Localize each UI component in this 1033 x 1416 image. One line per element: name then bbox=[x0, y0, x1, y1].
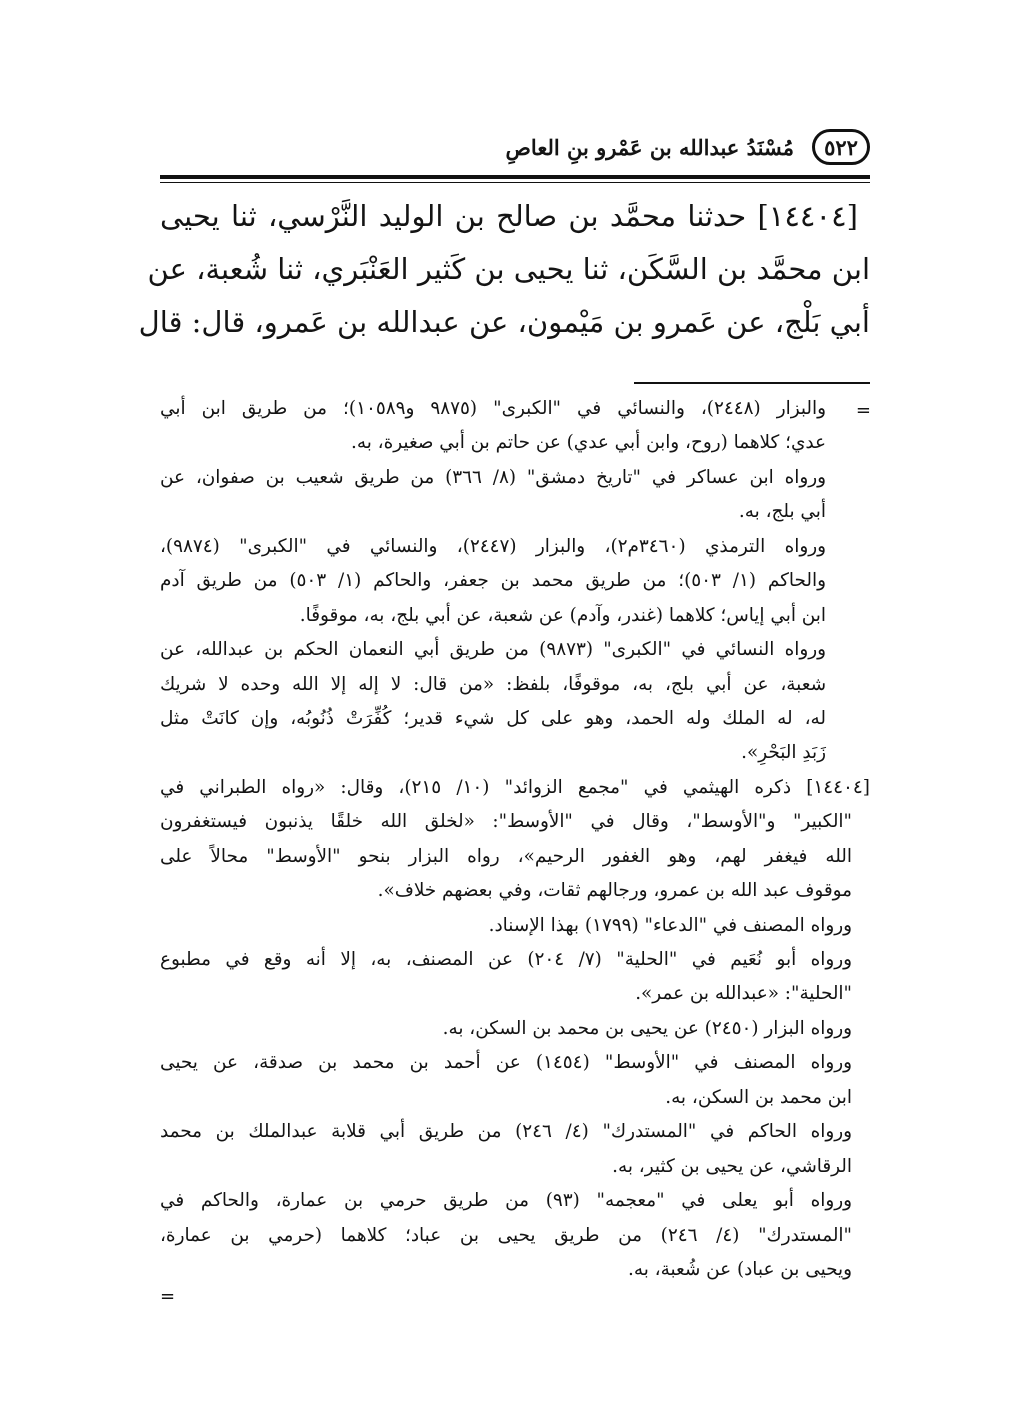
footnote-line: زَبَدِ البَحْرِ». bbox=[741, 742, 826, 764]
running-title: مُسْنَدُ عبدالله بن عَمْرو بنِ العاصِ bbox=[505, 134, 794, 160]
footnote-line: موقوف عبد الله بن عمرو، ورجالهم ثقات، وفي بعضهم خلاف». bbox=[377, 880, 852, 902]
footnote-line: [١٤٤٠٤] ذكره الهيثمي في "مجمع الزوائد" (١٠/ ٢١٥)، وقال: «رواه الطبراني في bbox=[160, 776, 870, 798]
header-rule-thin bbox=[160, 182, 870, 183]
footnote-line: ورواه المصنف في "الدعاء" (١٧٩٩) بهذا الإسناد. bbox=[488, 914, 852, 936]
footnote-line: ورواه المصنف في "الأوسط" (١٤٥٤) عن أحمد بن محمد بن صدقة، عن يحيى bbox=[160, 1052, 852, 1074]
footnote-line: "الكبير" و"الأوسط"، وقال في "الأوسط": «لخلق الله خلقًا يذنبون فيستغفرون bbox=[160, 811, 852, 833]
footnote-line: ورواه البزار (٢٤٥٠) عن يحيى بن محمد بن السكن، به. bbox=[442, 1017, 852, 1039]
main-text bbox=[138, 190, 870, 349]
header-rule-thick bbox=[160, 175, 870, 179]
footnote-line: عدي؛ كلاهما (روح، وابن أبي عدي) عن حاتم بن أبي صغيرة، به. bbox=[351, 432, 826, 454]
footnote-line: ورواه أبو يعلى في "معجمه" (٩٣) من طريق حرمي بن عمارة، والحاكم في bbox=[160, 1190, 852, 1212]
footnotes bbox=[160, 392, 870, 1287]
footnote-line: ورواه الحاكم في "المستدرك" (٤/ ٢٤٦) من طريق أبي قلابة عبدالملك بن محمد bbox=[160, 1121, 852, 1143]
footnote-line: ابن محمد بن السكن، به. bbox=[665, 1086, 852, 1108]
footnote-line: له، له الملك وله الحمد، وهو على كل شيء قدير؛ كُفِّرَتْ ذُنُوبُه، وإن كانَتْ مثل bbox=[160, 707, 826, 729]
footnote-line: "المستدرك" (٤/ ٢٤٦) من طريق يحيى بن عباد؛ كلاهما (حرمي بن عمارة، bbox=[160, 1224, 852, 1246]
end-marker: = bbox=[160, 1286, 176, 1307]
main-line: [١٤٤٠٤] حدثنا محمَّد بن صالح بن الوليد النَّرْسي، ثنا يحيى bbox=[160, 199, 858, 233]
footnote-line: ورواه أبو نُعَيم في "الحلية" (٧/ ٢٠٤) عن المصنف، به، إلا أنه وقع في مطبوع bbox=[160, 949, 852, 970]
footnote-line: ويحيى بن عباد) عن شُعبة، به. bbox=[627, 1258, 852, 1280]
footnote-line: "الحلية": «عبدالله بن عمر». bbox=[635, 983, 852, 1005]
footnote-line: والحاكم (١/ ٥٠٣)؛ من طريق محمد بن جعفر، والحاكم (١/ ٥٠٣) من طريق آدم bbox=[160, 570, 826, 592]
main-line: ابن محمَّد بن السَّكَن، ثنا يحيى بن كَثير العَنْبَري، ثنا شُعبة، عن bbox=[147, 252, 870, 286]
continuation-marker: = bbox=[855, 400, 871, 421]
footnote-separator bbox=[634, 382, 870, 384]
footnote-line: ورواه النسائي في "الكبرى" (٩٨٧٣) من طريق أبي النعمان الحكم بن عبدالله، عن bbox=[160, 639, 826, 661]
footnote-line: شعبة، عن أبي بلج، به، موقوفًا، بلفظ: «من قال: لا إله إلا الله وحده لا شريك bbox=[160, 673, 826, 695]
page-number-badge: ٥٢٢ bbox=[812, 129, 870, 165]
footnote-line: ورواه الترمذي (٣٤٦٠م٢)، والبزار (٢٤٤٧)، والنسائي في "الكبرى" (٩٨٧٤)، bbox=[160, 535, 826, 557]
footnote-line: الله فيغفر لهم، وهو الغفور الرحيم»، رواه البزار بنحو "الأوسط" محالاً على bbox=[160, 845, 852, 867]
main-line: أبي بَلْج، عن عَمرو بن مَيْمون، عن عبدالله بن عَمرو، قال: قال bbox=[138, 305, 870, 339]
footnote-line: والبزار (٢٤٤٨)، والنسائي في "الكبرى" (٩٨٧٥ و١٠٥٨٩)؛ من طريق ابن أبي bbox=[160, 398, 826, 419]
footnote-line: الرقاشي، عن يحيى بن كثير، به. bbox=[612, 1155, 852, 1177]
page-header bbox=[160, 124, 870, 170]
footnote-line: ابن أبي إياس؛ كلاهما (غندر، وآدم) عن شعبة، عن أبي بلج، به، موقوفًا. bbox=[299, 604, 826, 626]
footnote-line: أبي بلج، به. bbox=[738, 501, 826, 523]
footnote-line: ورواه ابن عساكر في "تاريخ دمشق" (٨/ ٣٦٦) من طريق شعيب بن صفوان، عن bbox=[160, 466, 827, 488]
